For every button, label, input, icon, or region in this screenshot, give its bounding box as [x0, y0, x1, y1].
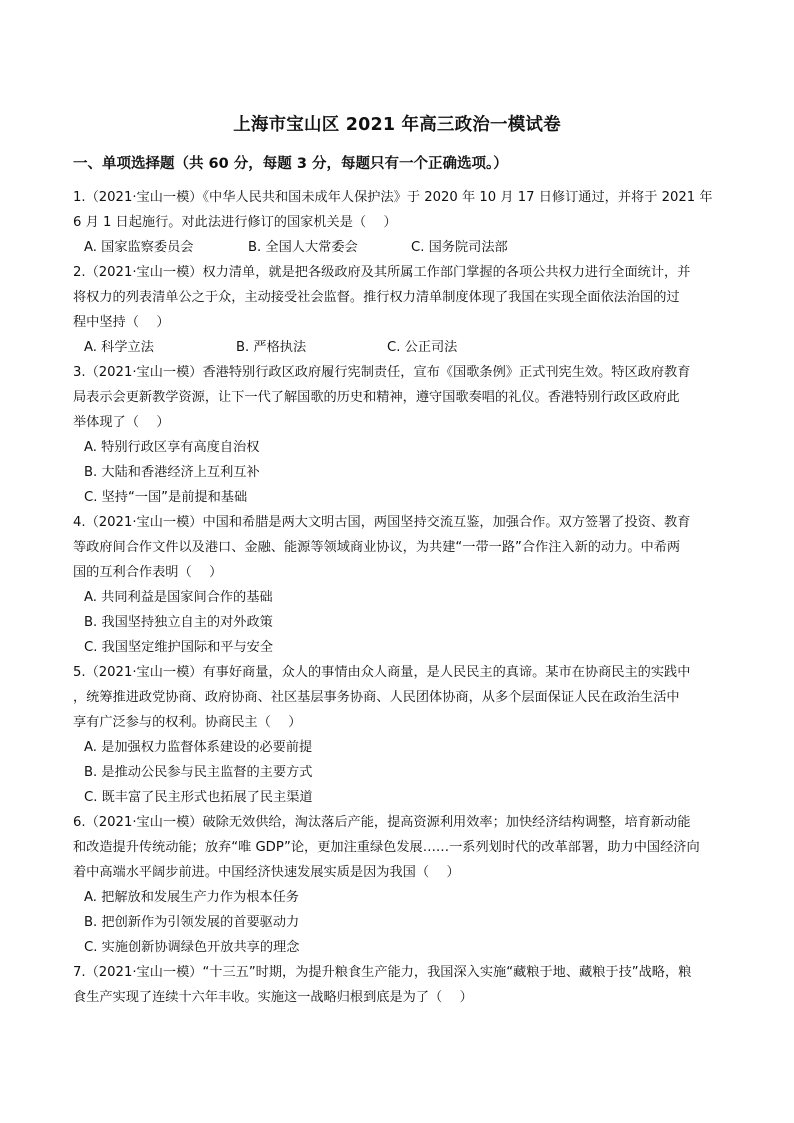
question-1-line-2: 6 月 1 日起施行。对此法进行修订的国家机关是（ ）	[73, 215, 397, 230]
question-6-line-3: 着中高端水平阔步前进。中国经济快速发展实质是因为我国（ ）	[73, 865, 460, 880]
question-5-line-3: 享有广泛参与的权利。协商民主（ ）	[73, 715, 302, 730]
question-2-option-c: C. 公正司法	[387, 340, 458, 355]
question-4-line-3: 国的互利合作表明（ ）	[73, 565, 223, 580]
question-6-option-b: B. 把创新作为引领发展的首要驱动力	[84, 915, 300, 930]
question-2-option-a: A. 科学立法	[84, 340, 154, 355]
section-heading: 一、单项选择题（共 60 分，每题 3 分，每题只有一个正确选项。）	[73, 156, 508, 172]
question-5-line-2: ，统筹推进政党协商、政府协商、社区基层事务协商、人民团体协商，从多个层面保证人民在政治生活中	[73, 690, 680, 705]
question-2-line-2: 将权力的列表清单公之于众，主动接受社会监督。推行权力清单制度体现了我国在实现全面依法治国的过	[73, 290, 680, 305]
question-3-option-c: C. 坚持“一国”是前提和基础	[84, 490, 248, 505]
question-7-line-2: 食生产实现了连续十六年丰收。实施这一战略归根到底是为了（ ）	[73, 990, 473, 1005]
question-1-option-b: B. 全国人大常委会	[248, 240, 358, 255]
question-5-option-b: B. 是推动公民参与民主监督的主要方式	[84, 765, 313, 780]
question-2-line-1: 2.（2021·宝山一模）权力清单，就是把各级政府及其所属工作部门掌握的各项公共权力进行全面统计，并	[73, 265, 691, 280]
question-5-line-1: 5.（2021·宝山一模）有事好商量，众人的事情由众人商量，是人民民主的真谛。某市在协商民主的实践中	[73, 665, 691, 680]
question-6-option-a: A. 把解放和发展生产力作为根本任务	[84, 890, 299, 905]
question-5-option-c: C. 既丰富了民主形式也拓展了民主渠道	[84, 790, 313, 805]
question-7-line-1: 7.（2021·宝山一模）“十三五”时期，为提升粮食生产能力，我国深入实施“藏粮于地、藏粮于技”战略，粮	[73, 965, 692, 980]
question-4-line-1: 4.（2021·宝山一模）中国和希腊是两大文明古国，两国坚持交流互鉴，加强合作。双方签署了投资、教育	[73, 515, 691, 530]
question-3-line-2: 局表示会更新教学资源，让下一代了解国歌的历史和精神，遵守国歌奏唱的礼仪。香港特别行政区政府此	[73, 390, 680, 405]
question-1-option-a: A. 国家监察委员会	[84, 240, 194, 255]
question-3-line-1: 3.（2021·宝山一模）香港特别行政区政府履行宪制责任，宣布《国歌条例》正式刊宪生效。特区政府教育	[73, 365, 691, 380]
question-3-option-b: B. 大陆和香港经济上互利互补	[84, 465, 260, 480]
question-2-option-b: B. 严格执法	[236, 340, 307, 355]
question-6-line-1: 6.（2021·宝山一模）破除无效供给，淘汰落后产能，提高资源利用效率；加快经济结构调整，培育新动能	[73, 815, 691, 830]
question-3-line-3: 举体现了（ ）	[73, 415, 170, 430]
question-1-option-c: C. 国务院司法部	[411, 240, 508, 255]
page-title: 上海市宝山区 2021 年高三政治一模试卷	[233, 115, 561, 135]
question-4-option-c: C. 我国坚定维护国际和平与安全	[84, 640, 274, 655]
question-4-option-a: A. 共同利益是国家间合作的基础	[84, 590, 273, 605]
question-2-line-3: 程中坚持（ ）	[73, 315, 170, 330]
question-6-option-c: C. 实施创新协调绿色开放共享的理念	[84, 940, 300, 955]
question-1-line-1: 1.（2021·宝山一模）《中华人民共和国未成年人保护法》于 2020 年 10 月 17 日修订通过，并将于 2021 年	[73, 190, 713, 205]
question-4-option-b: B. 我国坚持独立自主的对外政策	[84, 615, 273, 630]
question-6-line-2: 和改造提升传统动能；放弃“唯 GDP”论，更加注重绿色发展……一系列划时代的改革部署，助力中国经济向	[73, 840, 700, 855]
question-3-option-a: A. 特别行政区享有高度自治权	[84, 440, 260, 455]
question-4-line-2: 等政府间合作文件以及港口、金融、能源等领域商业协议，为共建“一带一路”合作注入新的动力。中希两	[73, 540, 681, 555]
question-5-option-a: A. 是加强权力监督体系建设的必要前提	[84, 740, 313, 755]
